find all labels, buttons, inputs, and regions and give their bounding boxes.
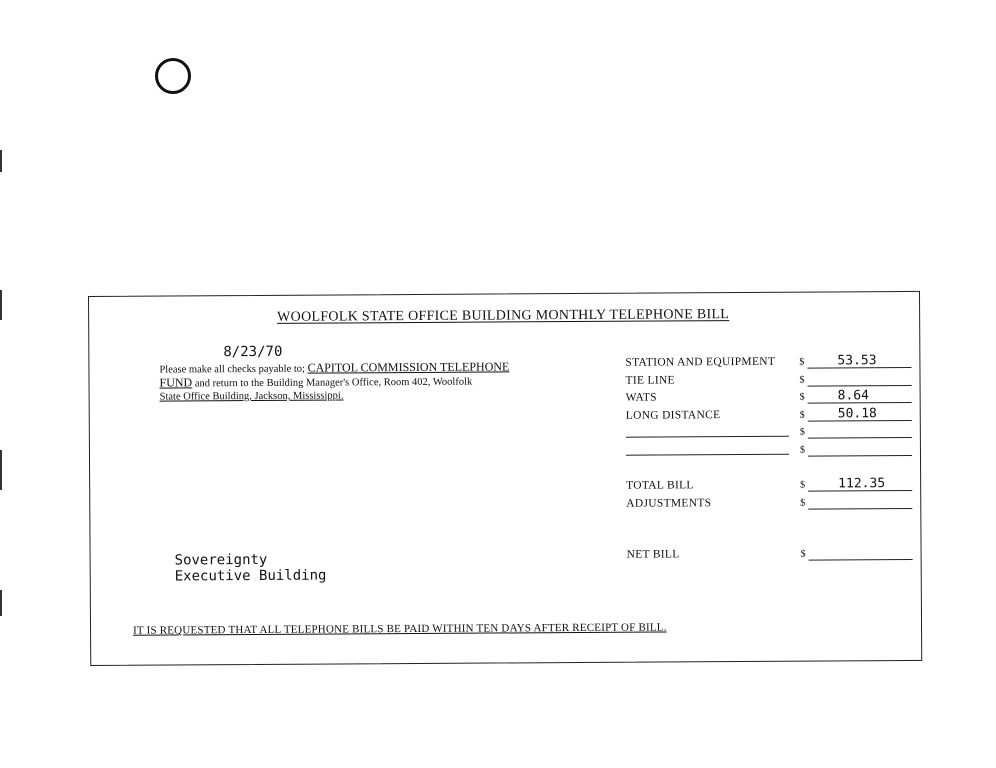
- charge-row-long-distance: [626, 405, 916, 424]
- net-bill-row: [627, 545, 917, 564]
- dollar-sign: $: [800, 497, 806, 509]
- dollar-sign: $: [800, 479, 806, 491]
- payment-notice: IT IS REQUESTED THAT ALL TELEPHONE BILLS BE PAID WITHIN TEN DAYS AFTER RECEIPT OF BILL.: [133, 621, 667, 637]
- dollar-sign: $: [799, 409, 805, 421]
- addressee-line2: Executive Building: [174, 567, 327, 585]
- payee-name-cont: FUND: [159, 375, 193, 390]
- dollar-sign: $: [799, 426, 805, 438]
- dollar-sign: $: [799, 391, 805, 403]
- addressee: [175, 552, 327, 585]
- bill-title: WOOLFOLK STATE OFFICE BUILDING MONTHLY TELEPHONE BILL: [277, 307, 730, 325]
- charge-row-tie-line: [625, 370, 915, 389]
- payment-address: State Office Building, Jackson, Mississippi.: [159, 390, 344, 403]
- charge-row-blank: [626, 423, 916, 442]
- punch-hole: [155, 58, 191, 94]
- charge-amount: 53.53: [837, 353, 877, 369]
- charge-label: STATION AND EQUIPMENT: [625, 355, 776, 369]
- payment-return-text: and return to the Building Manager's Office, Room 402, Woolfolk: [194, 376, 473, 390]
- dollar-sign: $: [799, 374, 805, 386]
- amount-line: [808, 437, 912, 439]
- addressee-line1: Sovereignty: [174, 551, 268, 569]
- adjustments-row: [626, 493, 916, 512]
- charge-label: LONG DISTANCE: [625, 408, 721, 422]
- charge-label: TIE LINE: [625, 373, 675, 387]
- charge-row-wats: [626, 388, 916, 407]
- payee-name: CAPITOL COMMISSION TELEPHONE: [307, 359, 510, 375]
- charge-amount: 50.18: [837, 405, 877, 421]
- scan-edge-mark: [0, 290, 2, 320]
- charge-row-blank: [626, 440, 916, 459]
- amount-line: [808, 384, 912, 386]
- total-row: [626, 476, 916, 495]
- scan-edge-mark: [0, 590, 2, 616]
- dollar-sign: $: [800, 548, 806, 560]
- amount-line: [809, 559, 913, 561]
- payment-instructions: [159, 360, 559, 403]
- charges-section: [625, 353, 916, 564]
- blank-label-line: [626, 453, 789, 455]
- payment-intro: Please make all checks payable to;: [159, 363, 305, 376]
- blank-label-line: [626, 436, 789, 438]
- net-bill-label: NET BILL: [626, 548, 680, 561]
- total-label: TOTAL BILL: [626, 479, 694, 492]
- dollar-sign: $: [799, 444, 805, 456]
- scan-edge-mark: [0, 150, 2, 172]
- charge-label: WATS: [625, 391, 657, 404]
- bill-date: 8/23/70: [223, 343, 283, 361]
- scan-edge-mark: [0, 450, 2, 490]
- dollar-sign: $: [799, 356, 805, 368]
- amount-line: [808, 507, 912, 509]
- adjustments-label: ADJUSTMENTS: [626, 496, 712, 510]
- charge-row-station: [625, 353, 915, 372]
- amount-line: [808, 454, 912, 456]
- charge-amount: 8.64: [837, 388, 869, 404]
- total-amount: 112.35: [838, 476, 886, 492]
- telephone-bill-form: [88, 291, 922, 666]
